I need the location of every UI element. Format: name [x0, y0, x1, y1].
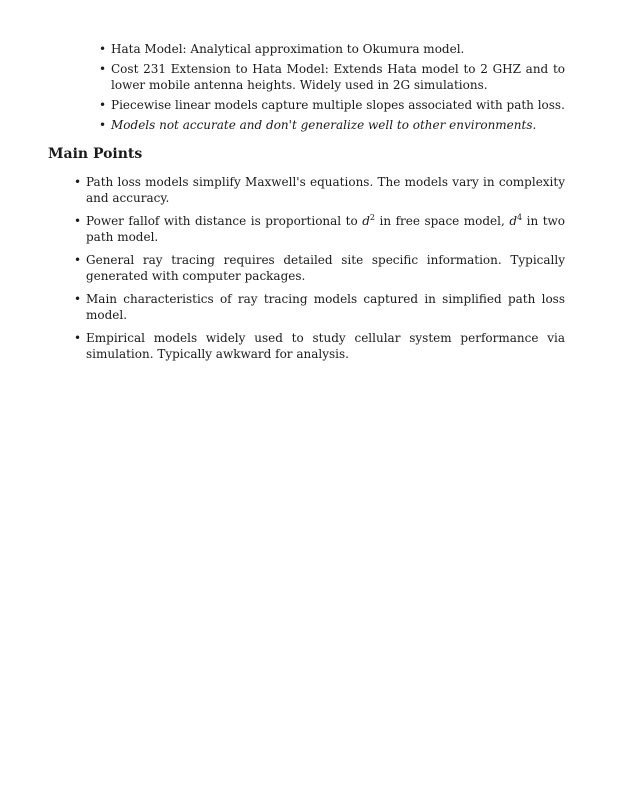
list-item-cost-231	[99, 61, 565, 93]
math-exponent: 2	[369, 213, 375, 222]
sub-bullet-list	[99, 41, 565, 137]
list-item-piecewise-linear	[99, 97, 565, 113]
bullet-icon: •	[74, 292, 82, 306]
bullet-icon: •	[99, 62, 107, 76]
list-item-text: General ray tracing requires detailed site specific information. Typically generated with computer packages.	[86, 253, 565, 283]
list-item-text: Hata Model: Analytical approximation to Okumura model.	[111, 42, 465, 56]
list-item-text: Piecewise linear models capture multiple slopes associated with path loss.	[111, 98, 565, 112]
main-points-list	[74, 174, 566, 369]
list-item-text: Cost 231 Extension to Hata Model: Extends Hata model to 2 GHZ and to lower mobile antenna heights. Widely used in 2G simulations.	[111, 62, 565, 92]
math-variable-d: d	[362, 214, 370, 228]
list-item-power-falloff	[74, 213, 566, 245]
list-item-models-not-accurate	[99, 117, 565, 133]
list-item-text: Path loss models simplify Maxwell's equations. The models vary in complexity and accuracy.	[86, 175, 565, 205]
list-item-path-loss-models	[74, 174, 565, 206]
math-exponent: 4	[517, 213, 523, 222]
list-item-main-characteristics	[74, 291, 565, 323]
bullet-icon: •	[99, 98, 107, 112]
bullet-icon: •	[99, 42, 107, 56]
list-item-text: Main characteristics of ray tracing models captured in simplified path loss model.	[86, 292, 565, 322]
bullet-icon: •	[74, 175, 82, 189]
list-item-empirical-models	[74, 330, 565, 362]
list-item-text-part3: in two path model.	[86, 214, 566, 244]
bullet-icon: •	[74, 214, 82, 228]
bullet-icon: •	[74, 331, 82, 345]
list-item-text: Empirical models widely used to study cellular system performance via simulation. Typically awkward for analysis.	[86, 331, 565, 361]
list-item-text-part2: in free space model,	[374, 214, 510, 228]
section-heading-main-points: Main Points	[48, 146, 143, 162]
list-item-ray-tracing	[74, 252, 565, 284]
bullet-icon: •	[74, 253, 82, 267]
list-item-hata-model	[99, 41, 565, 57]
bullet-icon: •	[99, 118, 107, 132]
list-item-text: Models not accurate and don't generalize well to other environments.	[111, 118, 537, 132]
math-variable-d: d	[509, 214, 518, 228]
list-item-text-part1: Power fallof with distance is proportional to	[86, 214, 363, 228]
